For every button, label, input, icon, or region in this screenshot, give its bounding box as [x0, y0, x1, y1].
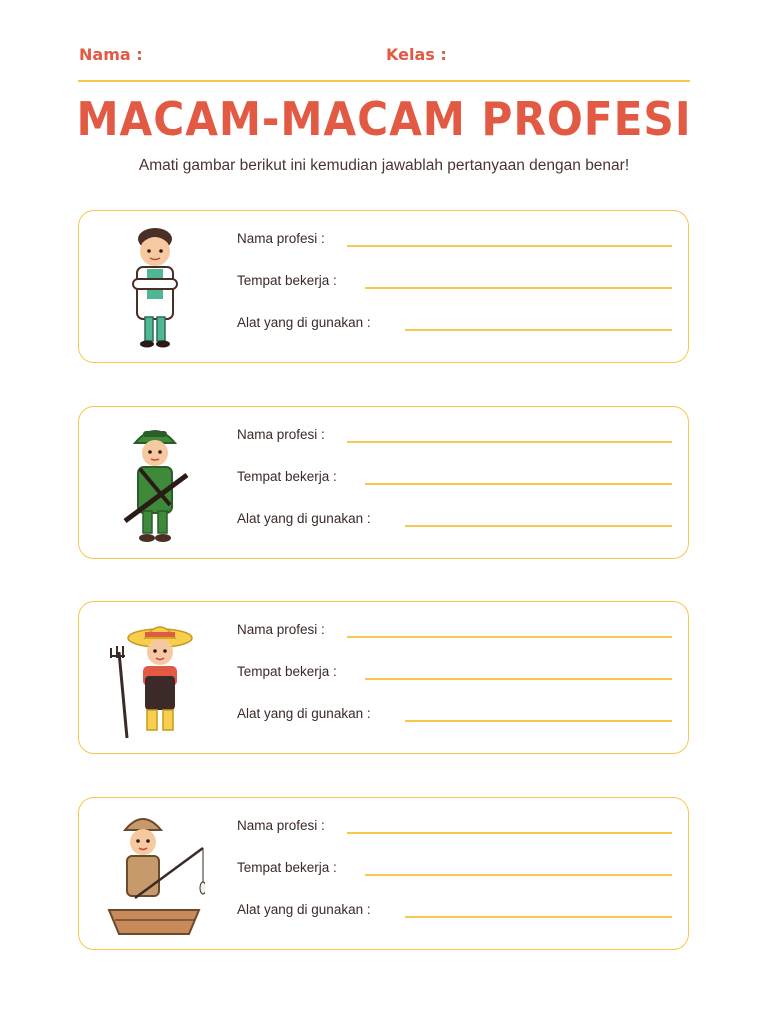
nama-profesi-label: Nama profesi : [237, 427, 325, 442]
soldier-icon [105, 417, 205, 549]
doctor-icon [105, 221, 205, 353]
nama-profesi-label: Nama profesi : [237, 818, 325, 833]
alat-label: Alat yang di gunakan : [237, 902, 371, 917]
tempat-bekerja-label: Tempat bekerja : [237, 469, 337, 484]
nama-profesi-answer-line[interactable] [347, 245, 672, 247]
header-divider [78, 80, 690, 82]
fisherman-icon [105, 808, 205, 940]
farmer-icon [105, 612, 205, 744]
tempat-bekerja-answer-line[interactable] [365, 678, 672, 680]
nama-profesi-answer-line[interactable] [347, 636, 672, 638]
profession-card-4 [78, 797, 689, 950]
alat-label: Alat yang di gunakan : [237, 511, 371, 526]
nama-profesi-answer-line[interactable] [347, 441, 672, 443]
instruction-text: Amati gambar berikut ini kemudian jawablah pertanyaan dengan benar! [138, 157, 630, 174]
tempat-bekerja-answer-line[interactable] [365, 287, 672, 289]
profession-card-1 [78, 210, 689, 363]
alat-answer-line[interactable] [405, 525, 672, 527]
alat-answer-line[interactable] [405, 329, 672, 331]
tempat-bekerja-answer-line[interactable] [365, 874, 672, 876]
tempat-bekerja-label: Tempat bekerja : [237, 860, 337, 875]
tempat-bekerja-label: Tempat bekerja : [237, 273, 337, 288]
nama-profesi-answer-line[interactable] [347, 832, 672, 834]
page-title: MACAM-MACAM PROFESI [76, 92, 692, 146]
nama-label: Nama : [79, 45, 143, 64]
kelas-label: Kelas : [386, 45, 447, 64]
alat-answer-line[interactable] [405, 720, 672, 722]
alat-answer-line[interactable] [405, 916, 672, 918]
nama-profesi-label: Nama profesi : [237, 622, 325, 637]
tempat-bekerja-answer-line[interactable] [365, 483, 672, 485]
profession-card-3 [78, 601, 689, 754]
nama-profesi-label: Nama profesi : [237, 231, 325, 246]
profession-card-2 [78, 406, 689, 559]
alat-label: Alat yang di gunakan : [237, 706, 371, 721]
alat-label: Alat yang di gunakan : [237, 315, 371, 330]
tempat-bekerja-label: Tempat bekerja : [237, 664, 337, 679]
